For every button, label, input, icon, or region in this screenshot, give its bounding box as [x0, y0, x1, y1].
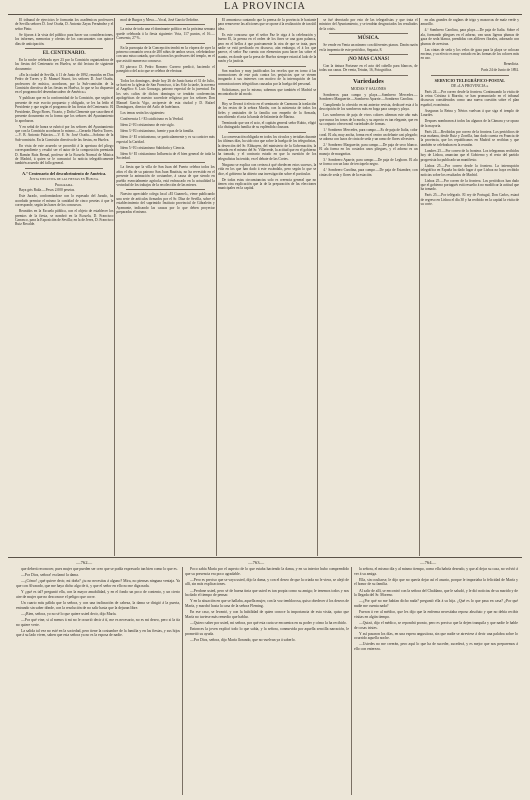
- paragraph: en alas grandes de raglans de trigo y mazorcas de maíz verde y amarillo.: [420, 18, 520, 27]
- paragraph: Al salir de allí, se encontró con la señora del Chaldano, que le saludó, y le dió noticias de su marido y de la llegada del Sr. Moreno.: [354, 588, 518, 598]
- paragraph: En vista de este acuerdo se procedió á la apertura del pliego correspondiente y resultó ser el autor de la composición premiada D. Ramón Ruiz Bernal, profesor de la Escuela Normal de Música de Madrid, á quien se le comunicó la noticia telegráficamente también acuerdo del fallo general.: [15, 143, 114, 166]
- paragraph: Baya gris Baila.—Pesos 2.000 pesetas.: [19, 188, 75, 193]
- paragraph: Entonces la joven explicó todo lo que sabía, y la señora, conmovida por aquella sencilla narración, le prometió su ayuda.: [185, 627, 349, 636]
- paragraph: La salida tal vez no esté en la sociedad, pero tiene la costumbre de la familia y en las fiestas, y sus hijos que á su lado viven, saben que esta señora ya no es la esposa de nadie.: [16, 628, 180, 638]
- paragraph: Nuestro apreciable colega local «El Guarnel», viene publicando una serie de artículos firmados por el Sr. Díaz de Sevilla, sobre el establecimiento del suprimido Instituto provincial de Gibraleón y Ayamonte, indicando las causas por lo que deben proyectar preparadas el mismo.: [116, 192, 215, 214]
- section-heading: EL CENTENARIO.: [42, 51, 86, 57]
- paragraph: —Quizá, dijo el médico, se repondrá pronto, pero es preciso que la dejen tranquila y que nadie le hable de cosas tristes.: [354, 620, 518, 630]
- paragraph: Hoy se llevará á efecto en el seminario de Carmona la traslación de los restos de la señora Martín, con la asistencia de todos los fieles y amistades de la familia con empeño de la Armada, suscribiendo el acta la banda de Infantería de Marina.: [217, 101, 317, 119]
- subheading: MODAS Y SALONES: [350, 86, 386, 91]
- paragraph: Idem 5.ª El cristianismo Sabiduría y Ciencia.: [120, 145, 186, 150]
- paragraph: mod de Burgos y Mesa.—Vocal, José García Ordoñez.: [120, 18, 199, 22]
- paragraph: La conversación obligada en todos los círculos y tertulias durante los últimos días, ha sido otra que sobre la huelga de los telegrafistas, la deserción del Sr. Elduayen, del ministerio de la Gobernación, la entrada en el mismo del Sr. Villaverde, la actitud que en el gobierno ha tomado, y el contrario estado en que la cuestión de los telegrafistas ha tenido, en el debate de las Cortes.: [217, 134, 317, 161]
- column-2: [115, 18, 216, 556]
- page-number-right: —764—: [420, 560, 437, 565]
- advert-heading: ¡NO MAS CANAS!: [347, 57, 390, 63]
- divider: [228, 99, 306, 100]
- paragraph: —Por Dios, señora, dijo María llorando, que no vuelvan ya á saberlo.: [190, 637, 296, 642]
- divider: [126, 162, 204, 163]
- paragraph: Reunidos en la Escuela pública, con el objeto de establecer los premios de la fiesta, se nombró en la Escuela, D. Francisco Carrasco, para la Exposición de Sevilla; en la de Jerez, D. Francisco Ruiz Recalde.: [15, 209, 114, 227]
- paragraph: —¡Bien, señora, yo no sé lo que quiere usted decir, dijo María.: [21, 611, 117, 616]
- paragraph: Y en señal de honra se rubricó por los señores del Ayuntamiento que con la Comisión acordaron lo mismo.—Gerardo Huelva Torres.—V. B. Antonio Palacios.—V. E. Sr. José Ocaña.—Sobrino de la Sub-comisión. En la Comisión directiva de las fiestas, en Huelva.: [15, 124, 114, 142]
- section-heading: SERVICIO TELEGRÁFICO-POSTAL: [434, 77, 505, 83]
- paragraph: Un cuarto más pálida que la señora, y con una inclinación de cabeza, la dama se dirigió á la puerta, entrando sin saber dónde, con la resolución de no salir hasta que la dejaran libre.: [16, 600, 180, 610]
- paragraph: Conferencia 1.ª El catolicismo es la Verdad.: [120, 117, 184, 122]
- signature: Benedicta.: [503, 62, 520, 67]
- divider: [329, 54, 407, 55]
- folletin-column-2: [183, 567, 352, 795]
- paragraph: —Pero es preciso que se vaya usted, dijo la dama, y con el deseo de que la criada no le viera, se alejó de allí, sin más explicaciones.: [185, 577, 349, 587]
- paragraph: —¿Cómo! ¿qué quiere decir, mi doña? ¿tu no necesitas á alguno? Mira, no piensas ninguna ventaja. Ya que con Alvarado, que me haya dicho algo de ti, y que el señor en ello no me diga nada.: [16, 579, 180, 588]
- divider: [126, 189, 204, 190]
- divider: [25, 168, 103, 169]
- paragraph: La fiesta que la villa de San Juan del Puerto celebra todos los años el día de su patrono San Juan Bautista, no ha revestido en el presente la animación de costumbre, á causa de que siendo en pueblo esencialmente agrícola, está enfrascado en la actualidad la vecindad de los trabajos de la recolección de las mieses.: [116, 165, 215, 187]
- divider: [126, 76, 204, 77]
- paragraph: 4.º Sombrero Carolina, para playa.—De paja de Italia. Sobre el ala, formando pliegues en el adorno, van unas ligeras plumas de gaza de seda blanca, prendidas con alfileres florales, adornado con plumas de avestruz.: [420, 28, 520, 46]
- paragraph: Y así pasaron los días, en una espera angustiosa, sin que nadie se atreviese á decir una palabra sobre lo ocurrido aquella noche.: [354, 631, 518, 641]
- paragraph: París 24.—Por correo desde la frontera. Continuando la visita de la reina Cristina á Biarritz, se han pronunciado en el tribunal discursos considerados como una nueva cuestión sobre el plan español, económica.: [420, 89, 520, 107]
- paragraph: Este Jurado, conformándose con lo espesado del Jurado, ha acordado premiar el mismo la cantidad de cinco pesetas á que le corresponde, según las bases de los concursos.: [15, 194, 114, 208]
- page-number-middle: —763—: [248, 560, 265, 565]
- paragraph: 4.º Sombrero Carolina, para campo.—De paja de Estambre, con cintas de seda y flores de la estación.: [319, 168, 418, 177]
- paragraph: —Quiero saber por usted, mi señora, por qué esta carta se encuentra en su poder y cómo la ha recibido.: [190, 620, 347, 625]
- paragraph: Los sombreros de paja de vivos colores alternan este año más que nunca los tonos de la moda, y su aspecto es tan elegante, que en su conjunto ofrecen mil variedades de formas.: [319, 113, 418, 127]
- paragraph: Son muchos y muy justificados los recelos que en torno á las conmociones de este país contra los perjuicios que se vienen irrogando á sus intereses con motivo de la interrupción de las comunicaciones telegráficas causadas por la huelga del personal.: [217, 68, 317, 86]
- column-4: [318, 18, 419, 556]
- subheading: Junta ejecutiva de las fiestas en Huelva.: [29, 176, 99, 181]
- section-heading: A.º Centenario del descubrimiento de América.: [22, 170, 107, 176]
- paragraph: Las cintas de seda y los velos de gasa para la playa se colocan encima, y su efecto es muy variado en las formas de los colores más en uso.: [420, 47, 520, 61]
- paragraph: que deberá reconocer, pues mujer que pueden ser creo que se podía expresarlo tan bien como lo que es.: [21, 567, 178, 571]
- news-columns: [14, 18, 520, 556]
- paragraph: El armonioso cantando que la prensa de la provincia le bastante para removerse las aficiones que se opone á la realización de tan útil idea.: [217, 18, 317, 31]
- masthead: LA PROVINCIA: [224, 1, 306, 12]
- paragraph: París 25.—Por telégrafo. El rey de Portugal, Don Carlos, estará de regreso en Lisboa el día 30 y ha recibido en la capital la visita de su corte.: [420, 193, 520, 207]
- folletin-column-1: [14, 567, 183, 795]
- paragraph: Los temas serán los siguientes:: [120, 111, 165, 116]
- paragraph: Lisboa 25.—Por correo desde la frontera. La interrupción telegráfica en España ha dado lugar á que Lisboa no haya recibido noticias sobre los resultados de Madrid.: [420, 163, 520, 177]
- paragraph: El párroco D. Pedro Romero Carrero predicó, haciendo el panegírico del acto que se celebra de efectuar.: [116, 64, 215, 74]
- paragraph: «En la ciudad de Sevilla, á 11 de Junio de 1892, reunidos en Don Pedro de Torres y D. Manuel Siurot, los señores D. José Ocaña, profesores de música, acordaron, por la Sub-comisión de la Comisión directiva de las fiestas en Huelva, lo que se ha dispuesto en el programa del desembarcadero de América.»: [15, 72, 114, 95]
- paragraph: Con la tintura Fortasne en el acto del cabello para blancos, de todas sus canas. De venta, Tetuán, 16, Fotográfica.: [319, 64, 418, 73]
- paragraph: Y en la situación en que se hallaba, aquella mujer, con la voz temblorosa, quiso obedecer á los deseos de María, y marchó hasta la casa de la señora Fleming.: [185, 599, 349, 608]
- paragraph: Poco sabía María por el aspecto de lo que estaba haciendo la dama, y en su interior hubo comprendido que su presencia era poco agradable.: [185, 567, 349, 576]
- paragraph: Fueron á ver al médico, que les dijo que la enferma necesitaba reposo absoluto y que no debía recibir visitas en algún tiempo.: [354, 610, 518, 619]
- paragraph: Aseguran la Reina y Nérios vuelvan á que siga el templo de Lourdes.: [420, 108, 520, 118]
- paragraph: Cumpliendo lo ofrecido en mi anterior revista, dedicaré esta á la descripción de los sombreros más en boga para campo y playa.: [319, 103, 418, 112]
- subheading: DE «LA PROVINCIA.»: [451, 83, 489, 88]
- section-heading: MÚSICA.: [357, 36, 380, 42]
- paragraph: Se fijaron á la vista del público para hacer sus consideraciones, los informes, memorias y ofertas de los concursantes con quince días de anticipación.: [15, 32, 114, 46]
- paragraph: De todas estas circunstancias solo es creencia general que no tienen otra explicación que la de la preparación de las elecciones municipales en la capital.: [217, 177, 317, 191]
- divider: [228, 132, 306, 133]
- paragraph: Se vende en Venta un número con diferentes pianos. Darán razón en la imprenta de este periódico, Segasta, 8.: [319, 43, 418, 52]
- paragraph: Londres 25.—Por correo de la frontera. Los telegramas recibidos hoy de Lisboa, anuncian que el Gobierno y el resto del partido progresista ha publicado un manifiesto.: [420, 148, 520, 162]
- paragraph: Ella, sin ocultarse, le dijo que no quería dejar así el asunto, porque le importaba la felicidad de María y el honor de su familia.: [354, 577, 518, 587]
- paragraph: Idem 3.ª El cristianismo, fuente y paz de la familia.: [120, 129, 195, 134]
- divider: [431, 75, 509, 76]
- folletin-columns: [14, 567, 520, 795]
- paragraph: la señora, el mismo día y al mismo tiempo, como ella habría deseado, y que al dejar su casa, no volvió á ver á su amiga.: [354, 567, 518, 576]
- paragraph: 3.º Sombrero Aparrie, para campo.—De paja de Leghorn. El ala se forma con un lazo de terciopelo negro.: [319, 157, 418, 167]
- paragraph: Y publican que en la conformidad de la Comisión, que según el presente de este escrito propuesto y obligado, se les ha leído el Presidente y que según el programa de las fiestas del Centenario. El Presidente, Diego Bores, Vicario, y Doña Clemente que suscriben el presente documento en la forma que los señores del Ayuntamiento lo aprobaron.: [15, 96, 114, 123]
- paragraph: Es este concurso que el señor Paz le oiga á la celebración y bueno El, la prensa en el orden de los fines se una gran palanca, pero en el bellos á que pasivamente la otra de que se trata, pues nadie se está predicado en discurso, aún embargo, el á los que parece, el señor Paz cuenta con elementos para hacer las sobre el asunto, en donde que la presa de Huelva siempre estará al lado de la razón y la justicia.: [217, 32, 317, 64]
- paragraph: Solicitamos, por lo mismo, sabemos que también el Madrid se encontraba de tal modo.: [217, 87, 317, 97]
- column-1: [14, 18, 115, 556]
- paragraph: El tribunal de ejercicios le formarán los académicos profesores de Sevilla señores D. José Ocaña, D. Antonio Zayas Fernández y el señor Pinto.: [15, 18, 114, 31]
- paragraph: En ese caso, se levantó, y con la habilidad de quien conoce la importancia de esta visita, quiso que María no tuviese más remedio que hablar.: [185, 610, 349, 619]
- paragraph: En la noche celebrada ayer 23 por la Comisión organizadora de las fiestas del Centenario en Huelva, se dió lectura de siguiente documento:: [15, 58, 114, 71]
- paragraph: 2.º Sombrero Marguerite, para campo.—De paja de seco blanco. El ala forma en los costados unos pliegues, y el adorno es un manojo de margaritas.: [319, 143, 418, 156]
- paragraph: Idem 2.ª El cristianismo de este siglo.: [120, 123, 175, 128]
- divider: [126, 24, 204, 25]
- page-number-left: —762—: [76, 560, 93, 565]
- folletin-column-3: [352, 567, 520, 795]
- paragraph: Lisboa 25.—Por correo de la frontera. Los periódicos han dado que el gobierno portugués está resuelto á no modificar la actitud que ha tomado.: [420, 178, 520, 192]
- column-5: [420, 18, 520, 556]
- folletin-rule: [8, 557, 522, 558]
- paragraph: Terminado que sea el acto, el capitán general señor Rubio, eligió á la distinguida familia de su espléndida clausura.: [217, 120, 317, 130]
- paragraph: —Por qué vine, si al menos á mi no le ocurrió decir á tí, me es necesario, no es mi deseo, pero si la tía no quiere verte.: [16, 617, 180, 627]
- paragraph: En la parroquia de la Concepción tendrá en la víspera de ayer la primera comunión cerca de 200 niños de ambos sexos, celebrándose con una misa cantada, que oficiaron los profesores del templo, en el que asistió numeroso concurso.: [116, 45, 215, 63]
- divider: [228, 66, 306, 67]
- paragraph: Sombreros para campo y playa.—Sombrero Mercedes.—Sombrero Marguerite.—Sombrero Aparrie.—Sombrero Carolina.: [319, 92, 418, 102]
- paragraph: —Por Dios, señora! exclamó la dama.: [21, 573, 79, 578]
- paragraph: —Ustedes no me creerán, pero aquí lo que ha de suceder, sucederá, y es mejor que nos preparemos á ello con entereza.: [354, 642, 518, 652]
- paragraph: Y ¿qué es tal? preguntó ella, con la mayor amabilidad, y en el fondo un poco de contento, y un cierto aire de mujer que no desconoce el peligro que corre.: [16, 590, 180, 599]
- divider: [126, 43, 204, 44]
- paragraph: —Perdone usted, pero sé de buena tinta que usted es tan propia como su amiga; le tenemos todos y nos ha dado el tiempo de pensar.: [185, 588, 349, 598]
- paragraph: Despues nombraron á todos las algunos de la Cámara y se opuso de la mayoría.: [420, 119, 520, 128]
- paragraph: Ninguno se explica con certeza á qué obedecen estos sucesos, la vida en los que han dado á este escándalo, pero según lo que se dice, el gobierno ha abierto una investigación sobre el particular.: [217, 162, 317, 176]
- paragraph: La misa de toda una el dominante político en la próxima semana quede celebrada á la fiesta siguiente: Vota, 117 puntos, el 16.—Convento, 27 %.: [116, 27, 215, 41]
- top-rule: [8, 14, 522, 15]
- paragraph: Idem 6.ª El cristianismo Influencia de él bien general de toda la Sociedad.: [116, 151, 215, 160]
- paragraph: 1.º Sombrero Mercedes, para campo.—Es de paja de Italia, color coral. El ala, muy ancha, forma en el centro un delante casi plegado; se adorna con lazos de cinta de seda y un ramo de flores silvestres.: [319, 128, 418, 142]
- divider: [329, 33, 407, 34]
- paragraph: Idem 4.ª El cristianismo, se particularmente y es su carácter más especial la Caridad.: [116, 135, 215, 144]
- dateline: París 24 de Junio de 1892.: [481, 68, 520, 73]
- paragraph: se fué derrotado por esto de las telegrafistas y que trata el ministro del Ayuntamiento, y se tendrán desgraciados los resultados de la crisis.: [319, 18, 418, 31]
- subheading: Programa.: [55, 182, 74, 187]
- divider: [25, 48, 103, 49]
- paragraph: —¿Por qué no me habían dicho nada? preguntó ella á su hija. ¿Qué es lo que pasa en casa? ¿Por qué nadie me cuenta nada?: [354, 599, 518, 608]
- paragraph: París 24.—Recibidas por correo de la frontera. Los periódicos de esta mañana, desde Ruiz y Zorrilla, han dado cuenta en Francia de la provincia, que los republicanos en Madrid se recibían y que también se celebraban en la reunión.: [420, 129, 520, 147]
- divider: [329, 75, 407, 76]
- column-3: [217, 18, 318, 556]
- section-heading: Variedades: [353, 77, 384, 85]
- paragraph: Todos los domingos, desde hoy 26 de Junio hasta el 31 de Julio, se hará en la iglesia de San Francisco, á las 8 de la tarde, la novena al Angélico S. Luis Gonzaga, patrono especial de la juventud. En los seis cultos de dichos domingos se tendrán conferencias apologéticas de nuestro sacerdote religioso por los señores Don Manuel García Vigo, arcipreste de esta ciudad y D. Rafael Domínguez, director del Asilo de huérfanos.: [116, 78, 215, 110]
